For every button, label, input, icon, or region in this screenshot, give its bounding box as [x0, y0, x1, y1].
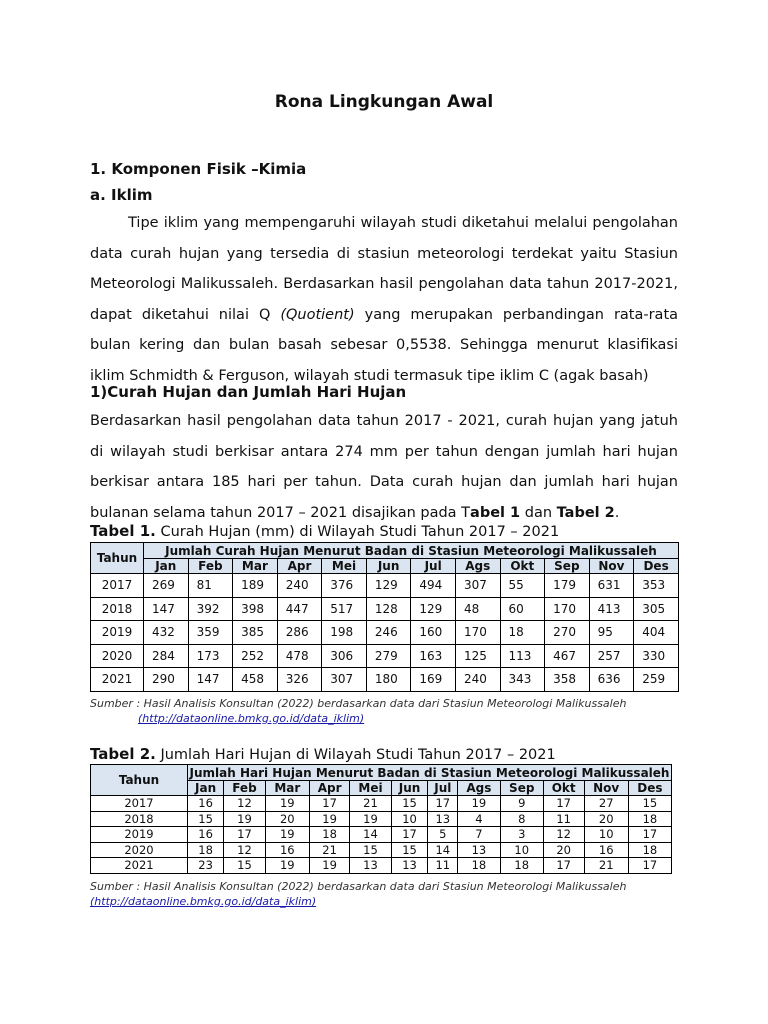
table1-month-header: Jul [411, 559, 456, 574]
value-cell: 17 [543, 796, 584, 812]
value-cell: 17 [309, 796, 350, 812]
value-cell: 4 [458, 811, 501, 827]
value-cell: 636 [589, 668, 634, 692]
value-cell: 458 [233, 668, 278, 692]
value-cell: 15 [391, 796, 428, 812]
table1-month-header: Jun [366, 559, 411, 574]
value-cell: 60 [500, 597, 545, 621]
value-cell: 404 [634, 621, 679, 645]
value-cell: 19 [265, 858, 309, 874]
year-cell: 2020 [91, 842, 188, 858]
value-cell: 11 [428, 858, 458, 874]
value-cell: 8 [500, 811, 543, 827]
value-cell: 15 [188, 811, 224, 827]
table2-month-header: Jan [188, 781, 224, 796]
table1-month-header: Feb [188, 559, 233, 574]
value-cell: 478 [277, 644, 322, 668]
value-cell: 16 [188, 827, 224, 843]
table1-month-header: Mar [233, 559, 278, 574]
value-cell: 13 [428, 811, 458, 827]
value-cell: 180 [366, 668, 411, 692]
value-cell: 170 [545, 597, 590, 621]
value-cell: 19 [265, 827, 309, 843]
table1-source-text: Sumber : Hasil Analisis Konsultan (2022) berdasarkan data dari Stasiun Meteorologi Malikussaleh [90, 697, 627, 710]
value-cell: 95 [589, 621, 634, 645]
table-row [91, 621, 679, 645]
value-cell: 18 [628, 811, 671, 827]
table1-source-link[interactable]: (http://dataonline.bmkg.go.id/data_iklim) [138, 712, 365, 725]
value-cell: 10 [584, 827, 628, 843]
value-cell: 467 [545, 644, 590, 668]
value-cell: 15 [224, 858, 266, 874]
value-cell: 15 [391, 842, 428, 858]
section-heading-komponen: 1. Komponen Fisik –Kimia [90, 160, 307, 178]
table2-month-header: Des [628, 781, 671, 796]
value-cell: 125 [455, 644, 500, 668]
value-cell: 81 [188, 574, 233, 598]
value-cell: 169 [411, 668, 456, 692]
table-row [91, 597, 679, 621]
value-cell: 385 [233, 621, 278, 645]
value-cell: 16 [584, 842, 628, 858]
value-cell: 330 [634, 644, 679, 668]
value-cell: 160 [411, 621, 456, 645]
table1-source [90, 696, 678, 726]
value-cell: 494 [411, 574, 456, 598]
value-cell: 15 [628, 796, 671, 812]
table-row [91, 644, 679, 668]
table-row [91, 811, 672, 827]
table-row [91, 796, 672, 812]
paragraph-iklim [90, 208, 678, 391]
table1-month-header: Apr [277, 559, 322, 574]
year-cell: 2019 [91, 827, 188, 843]
value-cell: 48 [455, 597, 500, 621]
value-cell: 353 [634, 574, 679, 598]
value-cell: 19 [309, 858, 350, 874]
value-cell: 23 [188, 858, 224, 874]
value-cell: 240 [277, 574, 322, 598]
value-cell: 284 [144, 644, 189, 668]
value-cell: 5 [428, 827, 458, 843]
value-cell: 18 [188, 842, 224, 858]
table2-source [90, 879, 678, 909]
value-cell: 55 [500, 574, 545, 598]
value-cell: 252 [233, 644, 278, 668]
value-cell: 13 [391, 858, 428, 874]
value-cell: 19 [350, 811, 391, 827]
value-cell: 359 [188, 621, 233, 645]
table2-month-header: Nov [584, 781, 628, 796]
value-cell: 17 [628, 827, 671, 843]
table2-caption [90, 745, 556, 763]
value-cell: 189 [233, 574, 278, 598]
value-cell: 432 [144, 621, 189, 645]
value-cell: 7 [458, 827, 501, 843]
table1-month-header: Mei [322, 559, 367, 574]
value-cell: 147 [188, 668, 233, 692]
paragraph-curah-hujan [90, 406, 678, 528]
value-cell: 19 [458, 796, 501, 812]
table1-reference: abel 1 [470, 504, 521, 521]
value-cell: 19 [265, 796, 309, 812]
value-cell: 113 [500, 644, 545, 668]
table1-month-header: Des [634, 559, 679, 574]
value-cell: 12 [543, 827, 584, 843]
table2-month-header: Mei [350, 781, 391, 796]
value-cell: 21 [584, 858, 628, 874]
section-heading-iklim: a. Iklim [90, 186, 153, 204]
value-cell: 14 [428, 842, 458, 858]
value-cell: 17 [224, 827, 266, 843]
value-cell: 398 [233, 597, 278, 621]
value-cell: 447 [277, 597, 322, 621]
value-cell: 259 [634, 668, 679, 692]
value-cell: 14 [350, 827, 391, 843]
value-cell: 240 [455, 668, 500, 692]
value-cell: 21 [309, 842, 350, 858]
table-row [91, 842, 672, 858]
paragraph-iklim-text: Tipe iklim yang mempengaruhi wilayah studi diketahui melalui pengolahan data curah hujan yang tersedia di stasiun meteorologi terdekat yaitu Stasiun Meteorologi Malikussaleh. Berdasarkan hasil pengolahan data tahun 2017-2021, dapat diketahui nilai Q [90, 215, 678, 323]
table1-month-header: Sep [545, 559, 590, 574]
table2-month-header: Jul [428, 781, 458, 796]
value-cell: 305 [634, 597, 679, 621]
value-cell: 128 [366, 597, 411, 621]
value-cell: 15 [350, 842, 391, 858]
value-cell: 163 [411, 644, 456, 668]
value-cell: 326 [277, 668, 322, 692]
value-cell: 307 [455, 574, 500, 598]
value-cell: 20 [265, 811, 309, 827]
table2-month-header: Jun [391, 781, 428, 796]
value-cell: 17 [428, 796, 458, 812]
value-cell: 19 [224, 811, 266, 827]
value-cell: 19 [309, 811, 350, 827]
value-cell: 269 [144, 574, 189, 598]
value-cell: 3 [500, 827, 543, 843]
value-cell: 173 [188, 644, 233, 668]
rainfall-table [90, 542, 679, 692]
value-cell: 170 [455, 621, 500, 645]
table1-month-header: Ags [455, 559, 500, 574]
value-cell: 198 [322, 621, 367, 645]
table-row [91, 858, 672, 874]
year-cell: 2018 [91, 811, 188, 827]
value-cell: 13 [458, 842, 501, 858]
value-cell: 306 [322, 644, 367, 668]
value-cell: 18 [500, 621, 545, 645]
value-cell: 21 [350, 796, 391, 812]
value-cell: 17 [543, 858, 584, 874]
value-cell: 307 [322, 668, 367, 692]
paragraph-curah-hujan-text: Berdasarkan hasil pengolahan data tahun 2017 - 2021, curah hujan yang jatuh di wilayah studi berkisar antara 274 mm per tahun dengan jumlah hari hujan berkisar antara 185 hari per tahun. Data curah hujan dan jumlah hari hujan bulanan selama tahun 2017 – 2021 disajikan pada T [90, 413, 678, 521]
table2-year-header: Tahun [91, 765, 188, 796]
table2-month-header: Apr [309, 781, 350, 796]
value-cell: 179 [545, 574, 590, 598]
value-cell: 18 [309, 827, 350, 843]
paragraph-iklim-rest: yang merupakan perbandingan rata-rata bulan kering dan bulan basah sebesar 0,5538. Sehingga menurut klasifikasi iklim Schmidth & Ferguson, wilayah studi termasuk tipe iklim C (agak basah) [90, 306, 679, 384]
value-cell: 129 [366, 574, 411, 598]
value-cell: 18 [628, 842, 671, 858]
paragraph-connector: dan [524, 504, 553, 521]
table1-group-header: Jumlah Curah Hujan Menurut Badan di Stasiun Meteorologi Malikussaleh [144, 543, 679, 559]
table1-year-header: Tahun [91, 543, 144, 574]
table2-reference: Tabel 2 [556, 504, 615, 521]
year-cell: 2021 [91, 668, 144, 692]
value-cell: 16 [265, 842, 309, 858]
rainy-days-table [90, 764, 672, 874]
quotient-term: (Quotient) [280, 306, 355, 323]
value-cell: 358 [545, 668, 590, 692]
value-cell: 517 [322, 597, 367, 621]
table1-caption [90, 522, 559, 540]
value-cell: 17 [628, 858, 671, 874]
value-cell: 20 [543, 842, 584, 858]
table2-caption-text: Jumlah Hari Hujan di Wilayah Studi Tahun 2017 – 2021 [160, 747, 556, 763]
table-row [91, 668, 679, 692]
year-cell: 2020 [91, 644, 144, 668]
year-cell: 2021 [91, 858, 188, 874]
table2-source-link[interactable]: (http://dataonline.bmkg.go.id/data_iklim) [90, 895, 317, 908]
table2-month-header: Feb [224, 781, 266, 796]
year-cell: 2017 [91, 796, 188, 812]
value-cell: 12 [224, 796, 266, 812]
table2-month-header: Mar [265, 781, 309, 796]
value-cell: 16 [188, 796, 224, 812]
value-cell: 392 [188, 597, 233, 621]
table1-month-header: Nov [589, 559, 634, 574]
value-cell: 270 [545, 621, 590, 645]
year-cell: 2018 [91, 597, 144, 621]
value-cell: 10 [391, 811, 428, 827]
value-cell: 13 [350, 858, 391, 874]
value-cell: 257 [589, 644, 634, 668]
value-cell: 27 [584, 796, 628, 812]
value-cell: 11 [543, 811, 584, 827]
subsection-heading-curah-hujan: 1)Curah Hujan dan Jumlah Hari Hujan [90, 383, 407, 401]
value-cell: 290 [144, 668, 189, 692]
year-cell: 2019 [91, 621, 144, 645]
value-cell: 9 [500, 796, 543, 812]
value-cell: 10 [500, 842, 543, 858]
table1-month-header: Jan [144, 559, 189, 574]
table2-group-header: Jumlah Hari Hujan Menurut Badan di Stasiun Meteorologi Malikussaleh [188, 765, 672, 781]
value-cell: 413 [589, 597, 634, 621]
value-cell: 12 [224, 842, 266, 858]
value-cell: 286 [277, 621, 322, 645]
table1-month-header: Okt [500, 559, 545, 574]
value-cell: 279 [366, 644, 411, 668]
value-cell: 18 [500, 858, 543, 874]
value-cell: 631 [589, 574, 634, 598]
value-cell: 20 [584, 811, 628, 827]
paragraph-end: . [614, 504, 620, 521]
year-cell: 2017 [91, 574, 144, 598]
value-cell: 147 [144, 597, 189, 621]
table2-month-header: Ags [458, 781, 501, 796]
table-row [91, 574, 679, 598]
table2-source-text: Sumber : Hasil Analisis Konsultan (2022) berdasarkan data dari Stasiun Meteorologi Malikussaleh [90, 880, 627, 893]
value-cell: 129 [411, 597, 456, 621]
value-cell: 376 [322, 574, 367, 598]
page-title: Rona Lingkungan Awal [274, 92, 494, 112]
table2-month-header: Sep [500, 781, 543, 796]
value-cell: 246 [366, 621, 411, 645]
table1-caption-label: Tabel 1. [90, 522, 156, 540]
table1-caption-text: Curah Hujan (mm) di Wilayah Studi Tahun 2017 – 2021 [160, 524, 560, 540]
table-row [91, 827, 672, 843]
value-cell: 343 [500, 668, 545, 692]
value-cell: 18 [458, 858, 501, 874]
table2-caption-label: Tabel 2. [90, 745, 156, 763]
value-cell: 17 [391, 827, 428, 843]
table2-month-header: Okt [543, 781, 584, 796]
